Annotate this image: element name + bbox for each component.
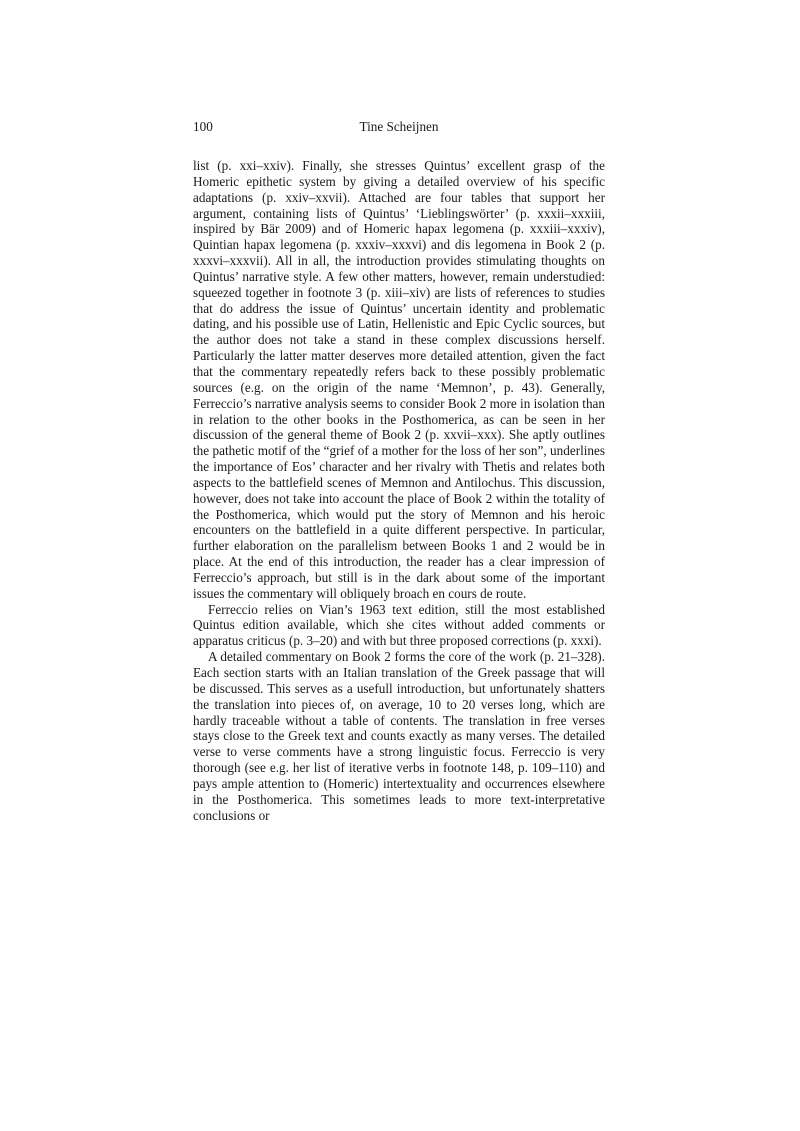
page-number: 100 [193,119,213,134]
paragraph: A detailed commentary on Book 2 forms the core of the work (p. 21–328). Each section starts with an Italian translation of the Greek passage that will be discussed. This serves as a usefull introduction, but unfortunately shatters the translation into pieces of, on average, 10 to 20 verses long, which are hardly traceable without a table of contents. The translation in free verses stays close to the Greek text and counts exactly as many verses. The detailed verse to verse comments have a strong linguistic focus. Ferreccio is very thorough (see e.g. her list of iterative verbs in footnote 148, p. 109–110) and pays ample attention to (Homeric) intertextuality and occurrences elsewhere in the Posthomerica. This sometimes leads to more text-interpretative conclusions or [193,649,605,823]
running-head-author: Tine Scheijnen [359,119,439,134]
running-head [193,119,605,137]
paragraph: Ferreccio relies on Vian’s 1963 text edition, still the most established Quintus edition available, which she cites without added comments or apparatus criticus (p. 3–20) and with but three proposed corrections (p. xxxi). [193,601,605,649]
paragraph: list (p. xxi–xxiv). Finally, she stresses Quintus’ excellent grasp of the Homeric epithetic system by giving a detailed overview of his specific adaptations (p. xxiv–xxvii). Attached are four tables that support her argument, containing lists of Quintus’ ‘Lieblingswörter’ (p. xxxii–xxxiii, inspired by Bär 2009) and of Homeric hapax legomena (p. xxxiii–xxxiv), Quintian hapax legomena (p. xxxiv–xxxvi) and dis legomena in Book 2 (p. xxxvi–xxxvii). All in all, the introduction provides stimulating thoughts on Quintus’ narrative style. A few other matters, however, remain understudied: squeezed together in footnote 3 (p. xiii–xiv) are lists of references to studies that do address the issue of Quintus’ uncertain identity and problematic dating, and his possible use of Latin, Hellenistic and Epic Cyclic sources, but the author does not take a stand in these complex discussions herself. Particularly the latter matter deserves more detailed attention, given the fact that the commentary repeatedly refers back to these possibly problematic sources (e.g. on the origin of the name ‘Memnon’, p. 43). Generally, Ferreccio’s narrative analysis seems to consider Book 2 more in isolation than in relation to the other books in the Posthomerica, as can be seen in her discussion of the general theme of Book 2 (p. xxvii–xxx). She aptly outlines the pathetic motif of the “grief of a mother for the loss of her son”, underlines the importance of Eos’ character and her rivalry with Thetis and relates both aspects to the battlefield scenes of Memnon and Antilochus. This discussion, however, does not take into account the place of Book 2 within the totality of the Posthomerica, which would put the story of Memnon and his heroic encounters on the battlefield in a quite different perspective. In particular, further elaboration on the parallelism between Books 1 and 2 would be in place. At the end of this introduction, the reader has a clear impression of Ferreccio’s approach, but still is in the dark about some of the important issues the commentary will obliquely broach en cours de route. [193,158,606,601]
body-text [193,158,605,823]
